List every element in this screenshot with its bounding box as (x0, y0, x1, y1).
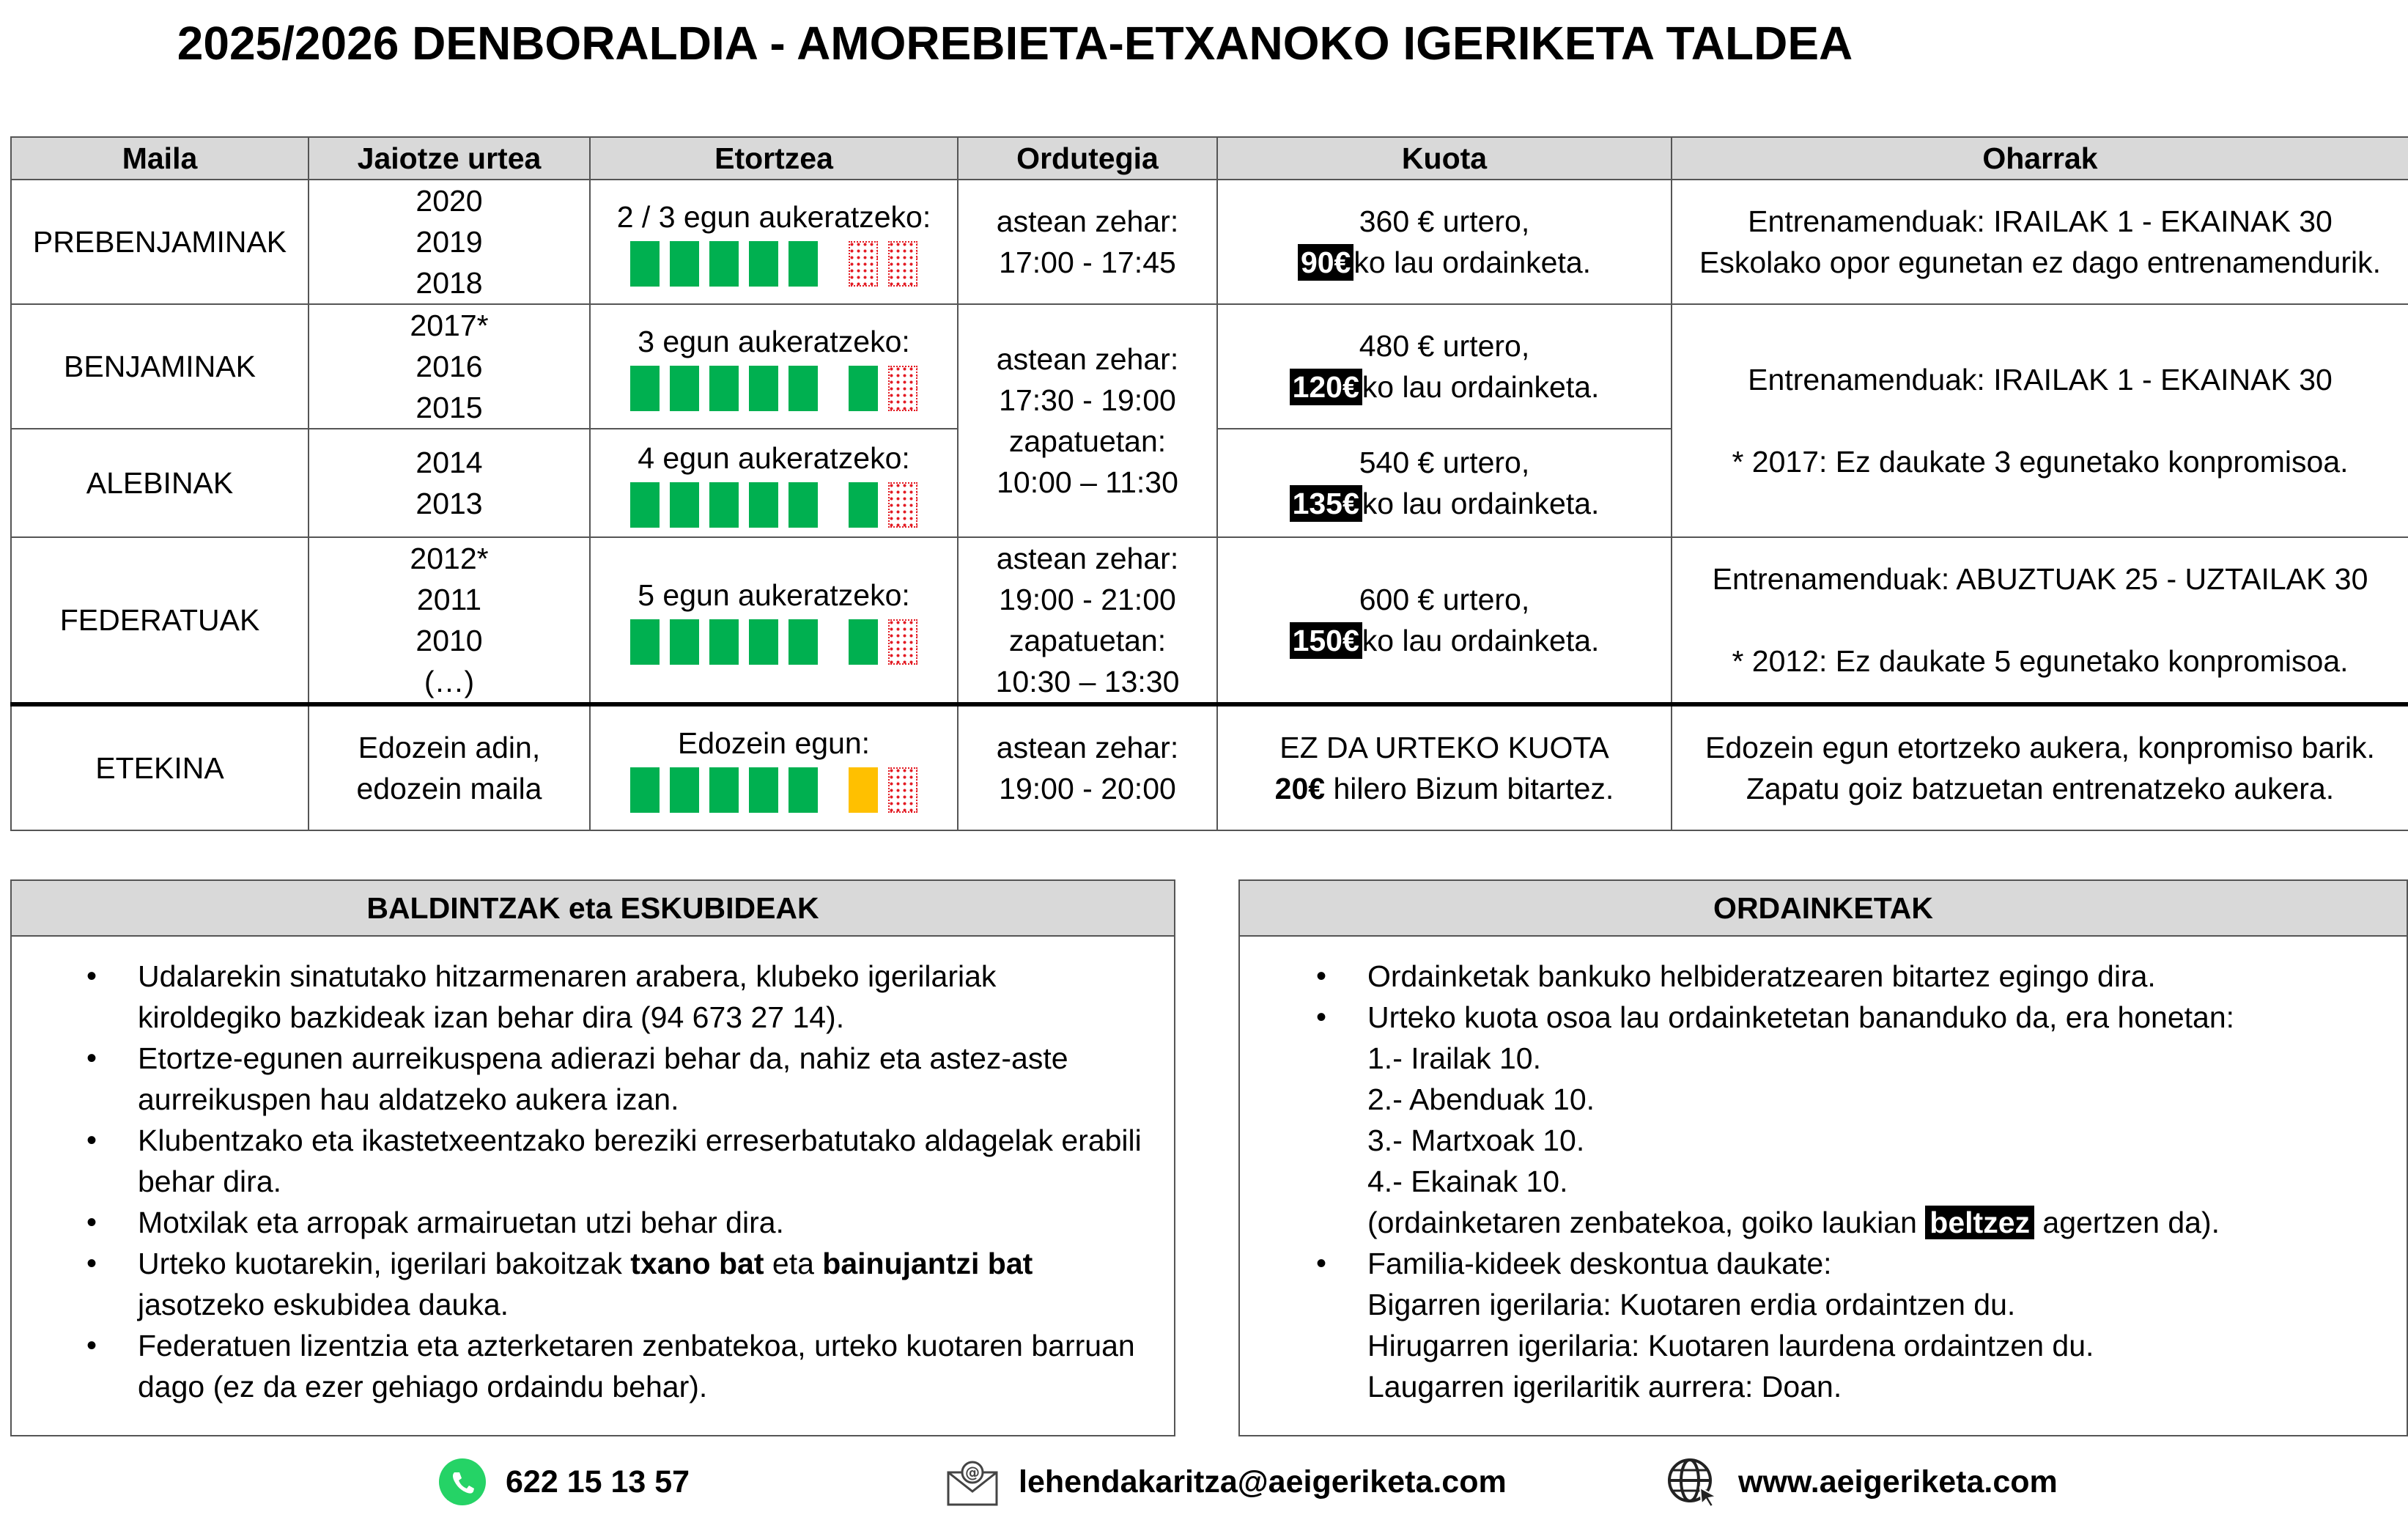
birth-years: 2020 2019 2018 (309, 180, 590, 304)
fee-cell: 540 € urtero, 135€ko lau ordainketa. (1217, 429, 1672, 537)
list-item: • Urteko kuota osoa lau ordainketetan bananduko da, era honetan: 1.- Irailak 10. 2.- Abenduak 10. 3.- Martxoak 10. 4.- Ekainak 10. (ordainketaren zenbatekoa, goiko laukian beltzez agertzen da). (1367, 997, 2377, 1243)
notes-cell: Entrenamenduak: IRAILAK 1 - EKAINAK 30 Eskolako opor egunetan ez dago entrenamendurik. (1672, 180, 2408, 304)
payments-title: ORDAINKETAK (1240, 881, 2407, 937)
birth-years: Edozein adin, edozein maila (309, 704, 590, 830)
attendance-cell: Edozein egun: (590, 704, 958, 830)
table-header-row (11, 137, 2408, 180)
schedule-cell: astean zehar: 17:30 - 19:00 zapatuetan: 10:00 – 11:30 (958, 304, 1217, 537)
list-item: • Familia-kideek deskontua daukate: Bigarren igerilaria: Kuotaren erdia ordaintzen du. Hirugarren igerilaria: Kuotaren laurdena ordaintzen du. Laugarren igerilaritik aurrera: Doan. (1367, 1243, 2377, 1407)
list-item: • Urteko kuotarekin, igerilari bakoitzak txano bat eta bainujantzi bat jasotzeko eskubidea dauka. (138, 1243, 1145, 1325)
schedule-cell: astean zehar: 19:00 - 21:00 zapatuetan: 10:30 – 13:30 (958, 537, 1217, 704)
attendance-cell: 4 egun aukeratzeko: (590, 429, 958, 537)
table-row (11, 180, 2408, 304)
conditions-list (12, 956, 1174, 1407)
conditions-title: BALDINTZAK eta ESKUBIDEAK (12, 881, 1174, 937)
payments-panel (1238, 879, 2408, 1436)
day-boxes (591, 240, 957, 287)
footer-email[interactable]: @ lehendakaritza@aeigeriketa.com (945, 1451, 1507, 1513)
notes-cell: Entrenamenduak: IRAILAK 1 - EKAINAK 30 * 2017: Ez daukate 3 egunetako konpromisoa. (1672, 304, 2408, 537)
list-item: • Etortze-egunen aurreikuspena adierazi behar da, nahiz eta astez-aste aurreikuspen hau aldatzeko aukera izan. (138, 1038, 1145, 1120)
email-icon (945, 1456, 1001, 1508)
level-name: ETEKINA (11, 704, 309, 830)
schedule-cell: astean zehar: 19:00 - 20:00 (958, 704, 1217, 830)
day-boxes (591, 619, 957, 665)
fee-cell: EZ DA URTEKO KUOTA 20€ hilero Bizum bitartez. (1217, 704, 1672, 830)
payment-amount: 135€ (1290, 485, 1362, 522)
birth-years: 2012* 2011 2010 (…) (309, 537, 590, 704)
fee-cell: 600 € urtero, 150€ko lau ordainketa. (1217, 537, 1672, 704)
level-name: BENJAMINAK (11, 304, 309, 429)
column-header: Kuota (1217, 137, 1672, 180)
list-item: • Klubentzako eta ikastetxeentzako bereziki erreserbatutako aldagelak erabili behar dira. (138, 1120, 1145, 1202)
column-header: Jaiotze urtea (309, 137, 590, 180)
column-header: Ordutegia (958, 137, 1217, 180)
notes-cell: Entrenamenduak: ABUZTUAK 25 - UZTAILAK 30 * 2012: Ez daukate 5 egunetako konpromisoa. (1672, 537, 2408, 704)
schedule-table (10, 136, 2408, 831)
payment-amount: 90€ (1298, 244, 1353, 281)
column-header: Maila (11, 137, 309, 180)
table-row (11, 537, 2408, 704)
fee-cell: 360 € urtero, 90€ko lau ordainketa. (1217, 180, 1672, 304)
payment-amount: 150€ (1290, 622, 1362, 659)
whatsapp-icon (437, 1456, 488, 1508)
list-item: • Udalarekin sinatutako hitzarmenaren arabera, klubeko igerilariak kiroldegiko bazkideak izan behar dira (94 673 27 14). (138, 956, 1145, 1038)
birth-years: 2014 2013 (309, 429, 590, 537)
list-item: • Motxilak eta arropak armairuetan utzi behar dira. (138, 1202, 1145, 1243)
fee-cell: 480 € urtero, 120€ko lau ordainketa. (1217, 304, 1672, 429)
payment-amount: 120€ (1290, 369, 1362, 405)
level-name: PREBENJAMINAK (11, 180, 309, 304)
list-item: • Ordainketak bankuko helbideratzearen bitartez egingo dira. (1367, 956, 2377, 997)
footer-web[interactable]: www.aeigeriketa.com (1665, 1451, 2058, 1513)
globe-icon (1665, 1456, 1721, 1508)
svg-text:@: @ (965, 1464, 980, 1481)
level-name: FEDERATUAK (11, 537, 309, 704)
level-name: ALEBINAK (11, 429, 309, 537)
table-row (11, 304, 2408, 429)
birth-years: 2017* 2016 2015 (309, 304, 590, 429)
day-boxes (591, 365, 957, 412)
payments-list (1240, 956, 2407, 1407)
attendance-cell: 2 / 3 egun aukeratzeko: (590, 180, 958, 304)
attendance-cell: 5 egun aukeratzeko: (590, 537, 958, 704)
attendance-cell: 3 egun aukeratzeko: (590, 304, 958, 429)
footer-phone[interactable]: 622 15 13 57 (437, 1451, 690, 1513)
conditions-panel (10, 879, 1175, 1436)
schedule-cell: astean zehar: 17:00 - 17:45 (958, 180, 1217, 304)
notes-cell: Edozein egun etortzeko aukera, konpromiso barik. Zapatu goiz batzuetan entrenatzeko aukera. (1672, 704, 2408, 830)
day-boxes (591, 767, 957, 814)
column-header: Oharrak (1672, 137, 2408, 180)
list-item: • Federatuen lizentzia eta azterketaren zenbatekoa, urteko kuotaren barruan dago (ez da ezer gehiago ordaindu behar). (138, 1325, 1145, 1407)
table-row (11, 704, 2408, 830)
page-title: 2025/2026 DENBORALDIA - AMOREBIETA-ETXANOKO IGERIKETA TALDEA (177, 17, 1853, 70)
column-header: Etortzea (590, 137, 958, 180)
day-boxes (591, 482, 957, 528)
